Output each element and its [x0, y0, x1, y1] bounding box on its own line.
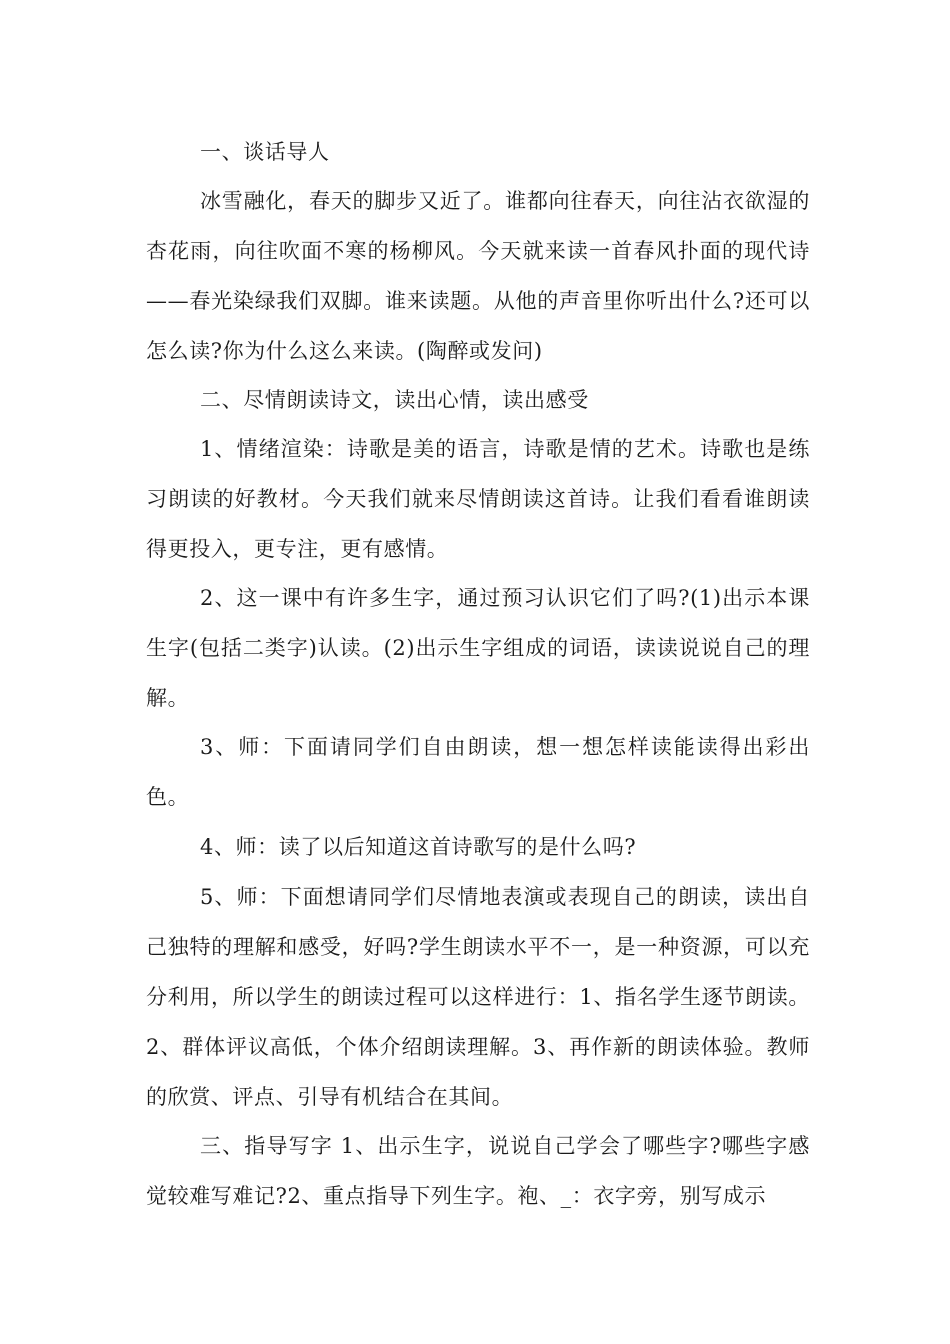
paragraph-item-3: 3、师：下面请同学们自由朗读，想一想怎样读能读得出彩出色。 — [146, 735, 810, 809]
paragraph-intro: 冰雪融化，春天的脚步又近了。谁都向往春天，向往沾衣欲湿的杏花雨，向往吹面不寒的杨柳风。今天就来读一首春风扑面的现代诗——春光染绿我们双脚。谁来读题。从他的声音里你听出什么?还可以怎么读?你为什么这么来读。(陶醉或发问) — [146, 189, 810, 363]
section-heading-3: 三、指导写字 1、出示生字，说说自己学会了哪些字?哪些字感觉较难写难记?2、重点指导下列生字。袍、_：衣字旁，别写成示 — [146, 1134, 810, 1208]
section-heading-1: 一、谈话导人 — [200, 140, 330, 164]
paragraph-item-2: 2、这一课中有许多生字，通过预习认识它们了吗?(1)出示本课生字(包括二类字)认读。(2)出示生字组成的词语，读读说说自己的理解。 — [146, 586, 810, 710]
paragraph-item-4: 4、师：读了以后知道这首诗歌写的是什么吗? — [200, 835, 637, 859]
paragraph-item-1: 1、情绪渲染：诗歌是美的语言，诗歌是情的艺术。诗歌也是练习朗读的好教材。今天我们就来尽情朗读这首诗。让我们看看谁朗读得更投入，更专注，更有感情。 — [146, 437, 810, 561]
section-heading-2: 二、尽情朗读诗文，读出心情，读出感受 — [200, 388, 589, 412]
paragraph-item-5: 5、师：下面想请同学们尽情地表演或表现自己的朗读，读出自己独特的理解和感受，好吗?学生朗读水平不一，是一种资源，可以充分利用，所以学生的朗读过程可以这样进行：1、指名学生逐节朗读。2、群体评议高低，个体介绍朗读理解。3、再作新的朗读体验。教师的欣赏、评点、引导有机结合在其间。 — [146, 885, 810, 1109]
